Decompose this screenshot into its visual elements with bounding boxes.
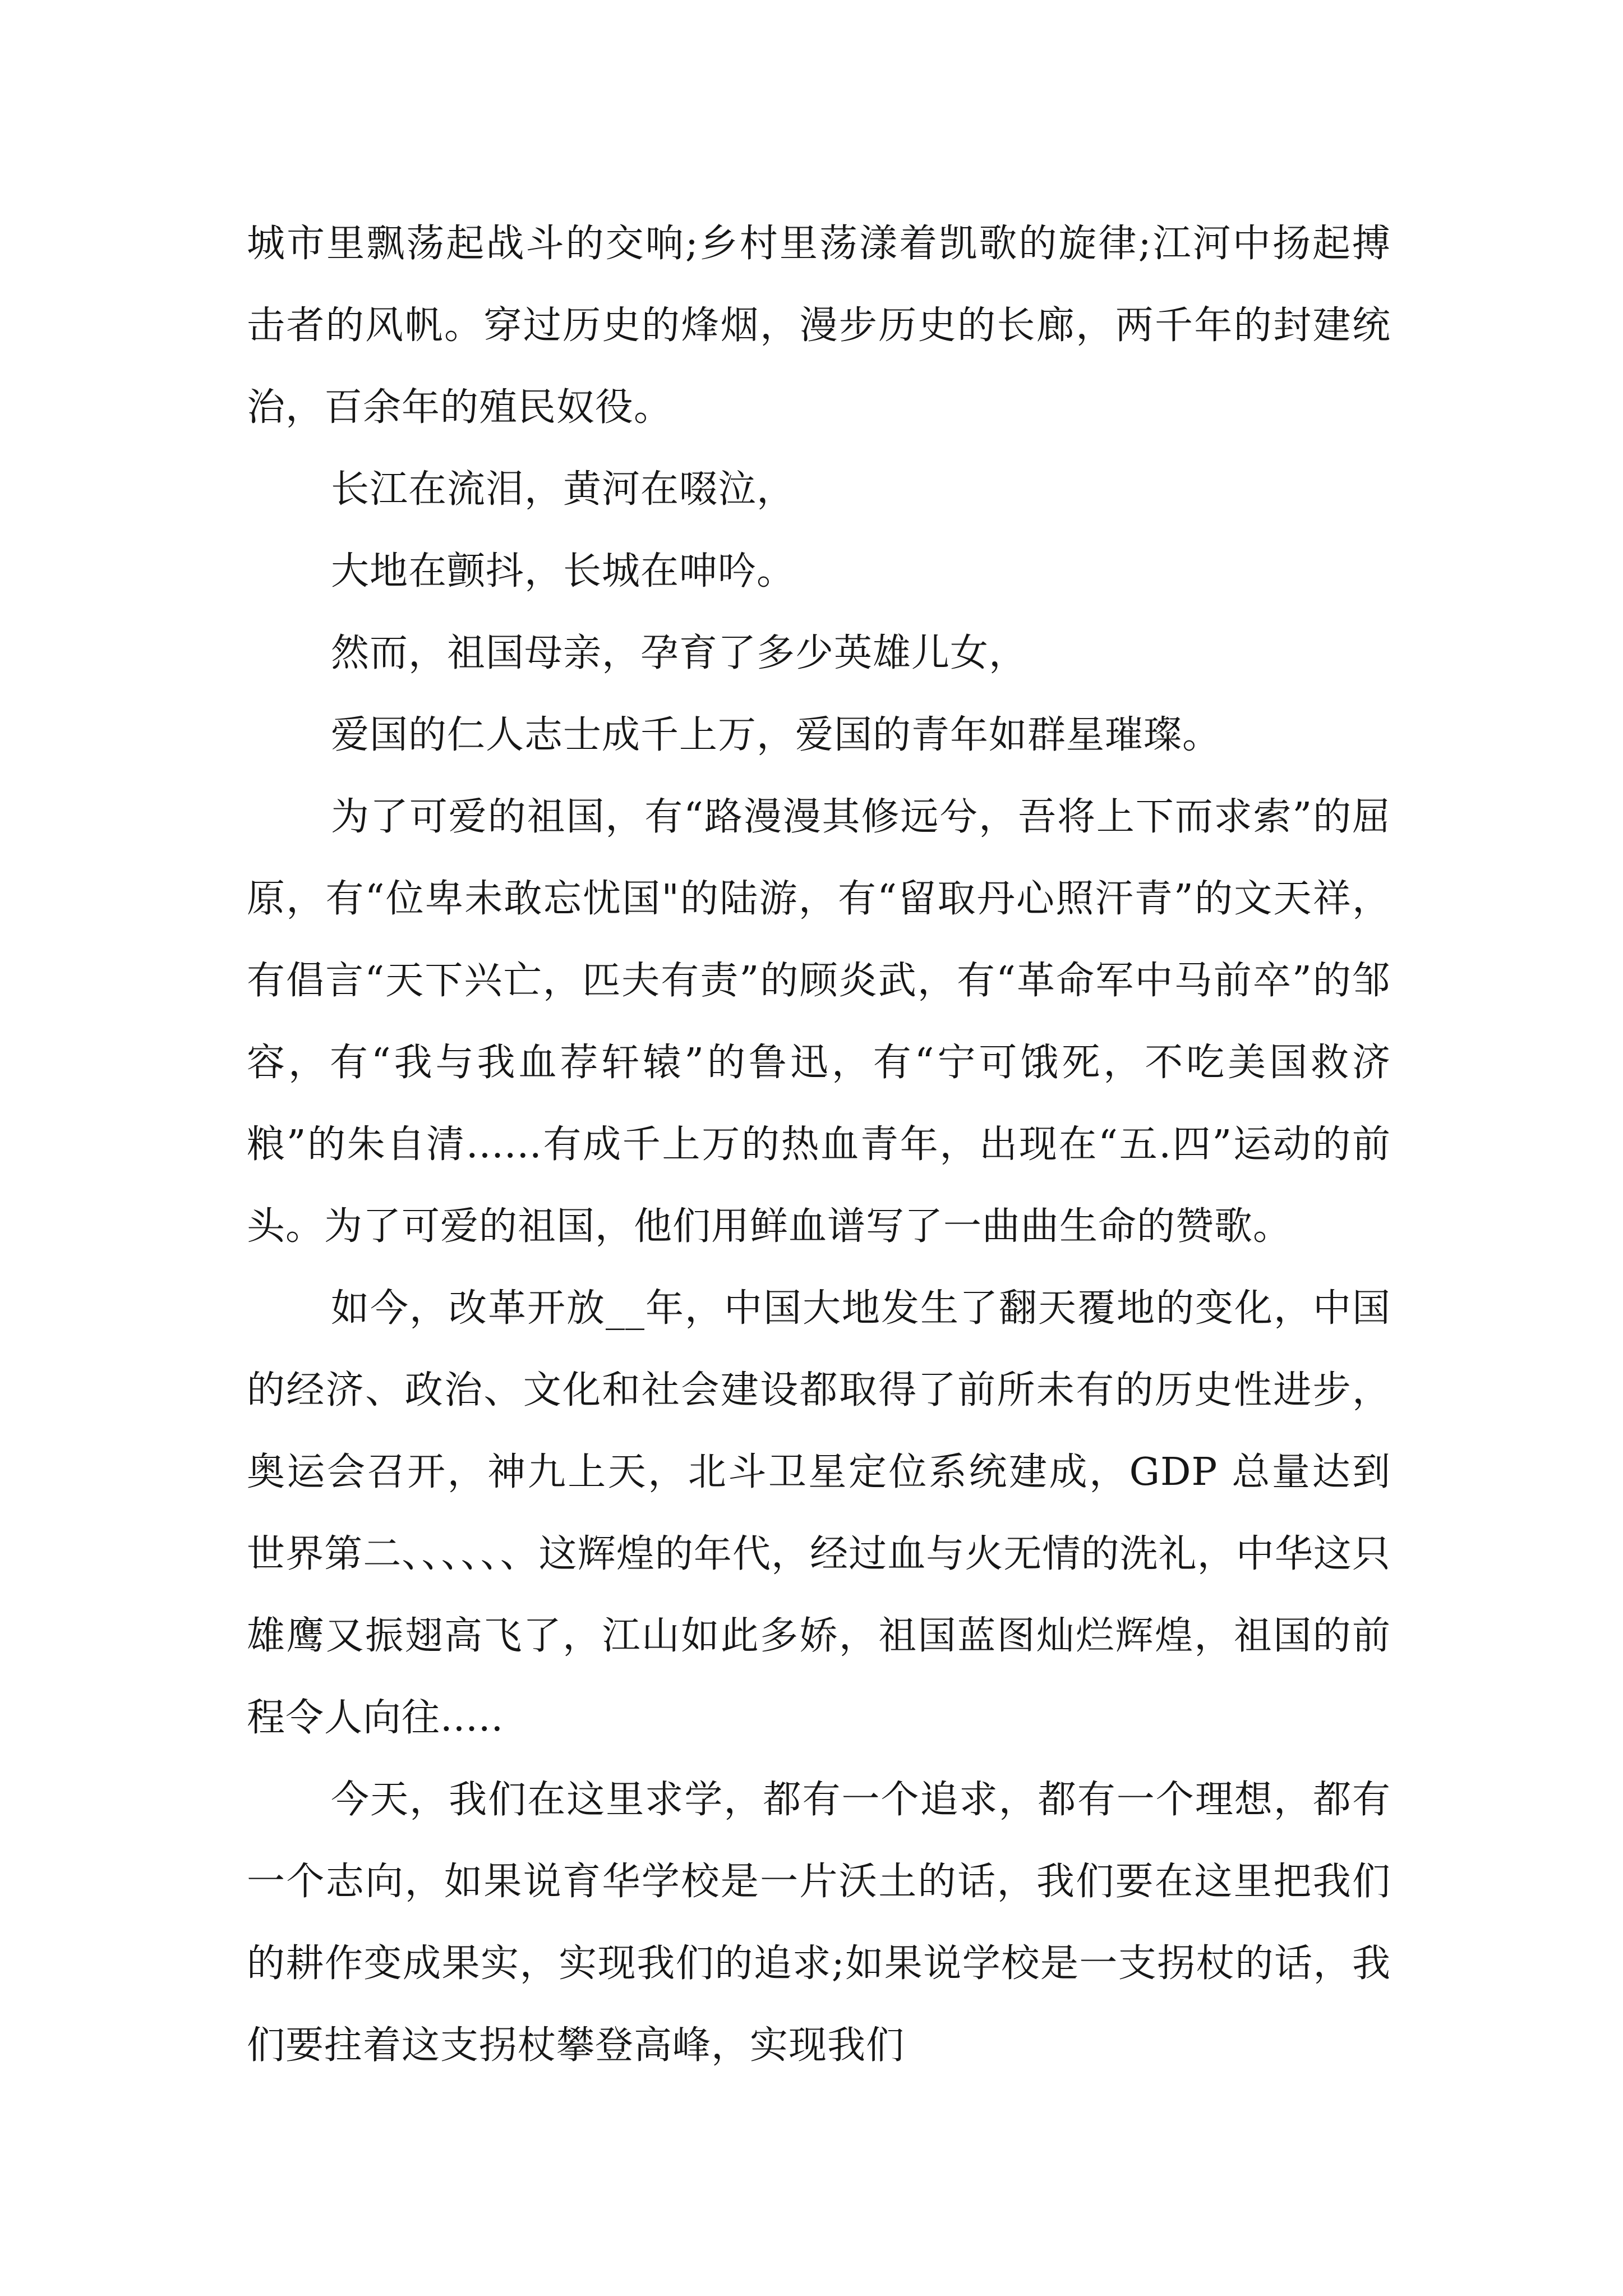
paragraph-2: 长江在流泪，黄河在啜泣， [331,467,796,512]
paragraph-8: 今天，我们在这里求学，都有一个追求，都有一个理想，都有一个志向，如果说育华学校是一片沃土的话，我们要在这里把我们的耕作变成果实，实现我们的追求;如果说学校是一支拐杖的话，我们要拄着这支拐杖攀登高峰，实现我们 [247,1778,1391,2068]
paragraph-1: 城市里飘荡起战斗的交响;乡村里荡漾着凯歌的旋律;江河中扬起搏击者的风帆。穿过历史的烽烟，漫步历史的长廊，两千年的封建统治，百余年的殖民奴役。 [247,222,1391,430]
paragraph-5: 爱国的仁人志士成千上万，爱国的青年如群星璀璨。 [331,713,1221,757]
document-body [247,203,1391,2087]
paragraph-4: 然而，祖国母亲，孕育了多少英雄儿女， [331,631,1028,675]
paragraph-3: 大地在颤抖，长城在呻吟。 [331,549,796,593]
paragraph-7: 如今，改革开放__年，中国大地发生了翻天覆地的变化，中国的经济、政治、文化和社会建设都取得了前所未有的历史性进步，奥运会召开，神九上天，北斗卫星定位系统建成，GDP 总量达到世界第二、、、、、、这辉煌的年代，经过血与火无情的洗礼，中华这只雄鹰又振翅高飞了，江山如此多娇，祖国蓝图灿烂辉煌，祖国的前程令人向往..... [247,1286,1391,1740]
paragraph-6: 为了可爱的祖国，有“路漫漫其修远兮，吾将上下而求索”的屈原，有“位卑未敢忘忧国"的陆游，有“留取丹心照汗青”的文天祥，有倡言“天下兴亡，匹夫有责”的顾炎武，有“革命军中马前卒”的邹容，有“我与我血荐轩辕”的鲁迅，有“宁可饿死，不吃美国救济粮”的朱自清......有成千上万的热血青年，出现在“五.四”运动的前头。为了可爱的祖国，他们用鲜血谱写了一曲曲生命的赞歌。 [247,795,1391,1249]
